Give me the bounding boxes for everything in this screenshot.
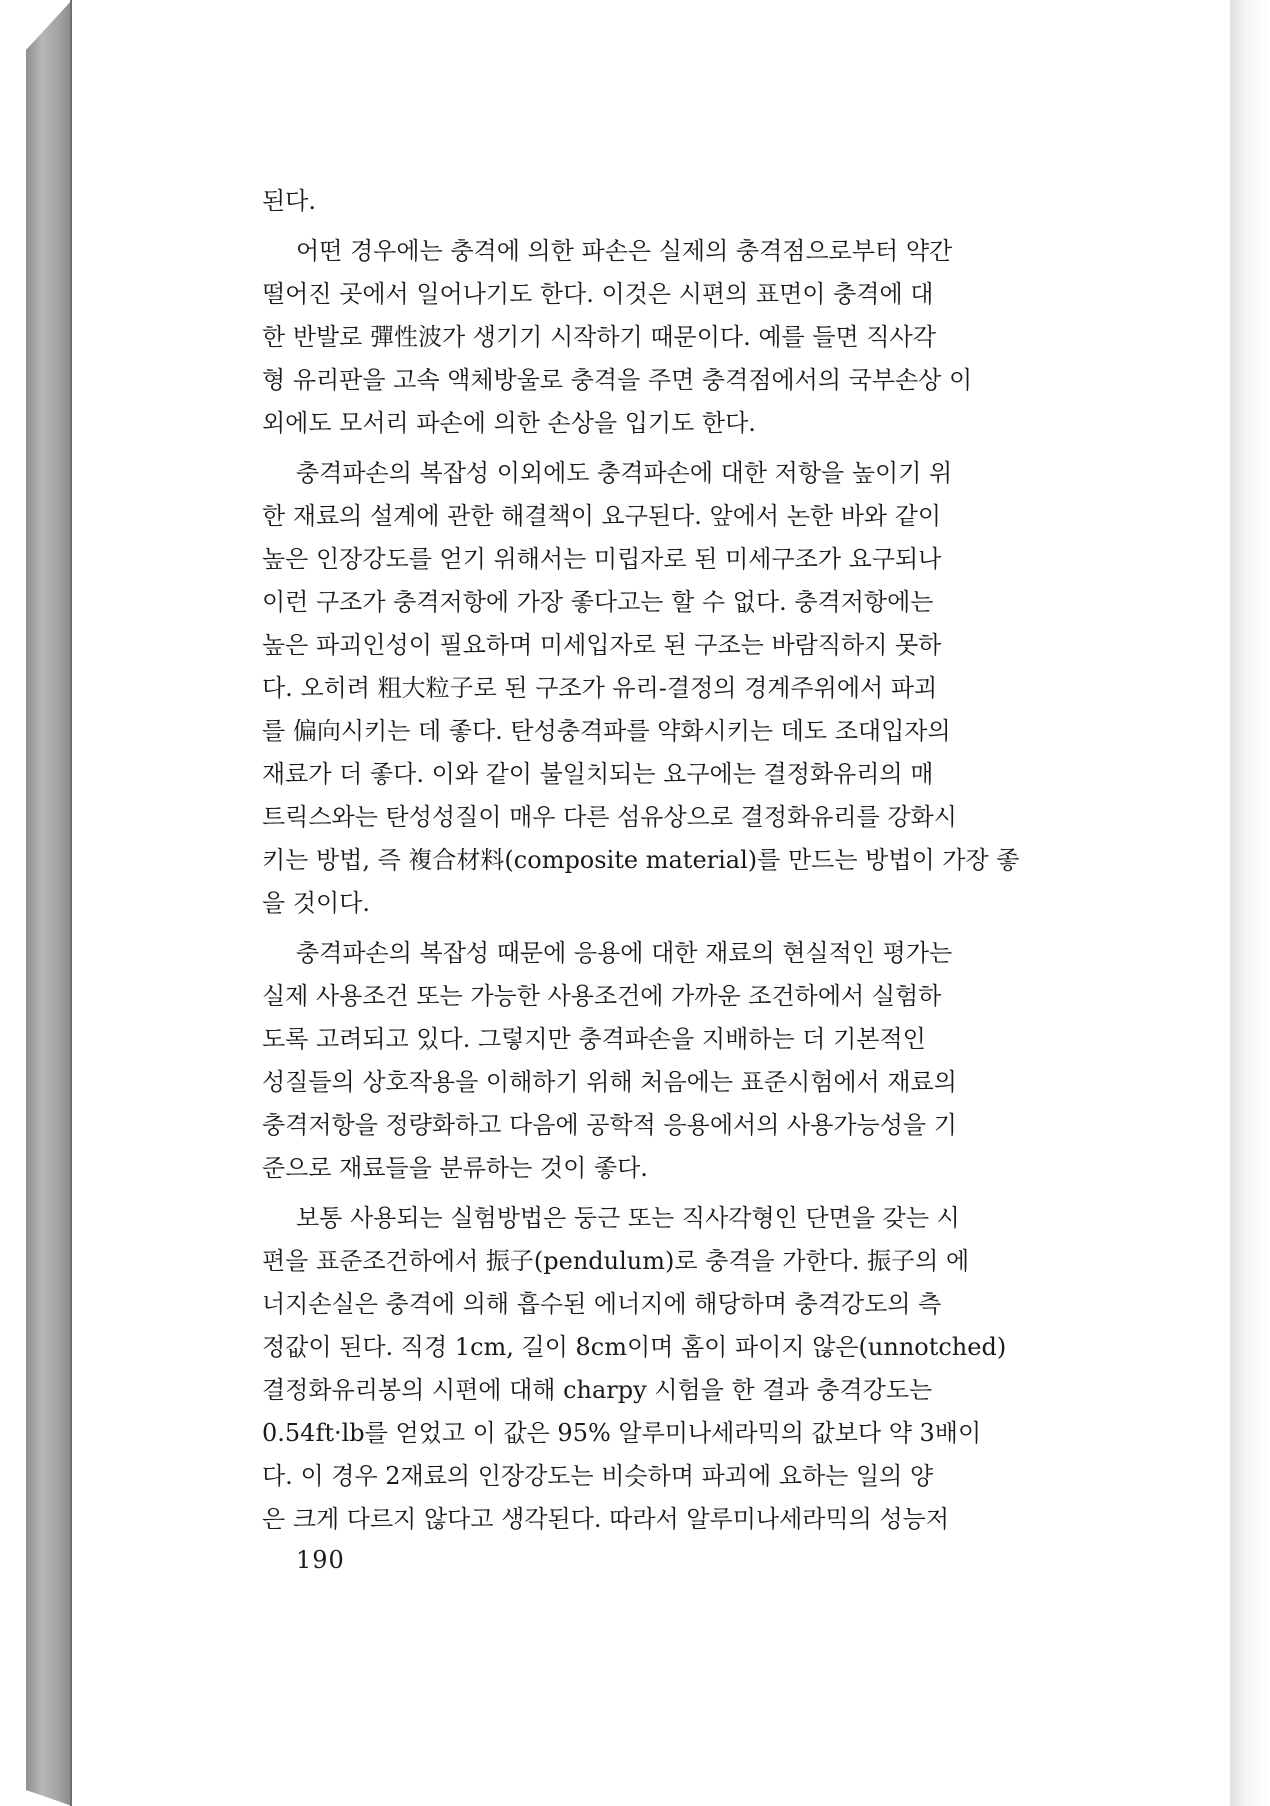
text-line: 키는 방법, 즉 複合材料(composite material)를 만드는 방법이 가장 좋	[262, 846, 1020, 874]
text-line: 정값이 된다. 직경 1cm, 길이 8cm이며 홈이 파이지 않은(unnotched)	[262, 1333, 1007, 1361]
text-line: 다. 오히려 粗大粒子로 된 구조가 유리-결정의 경계주위에서 파괴	[262, 674, 938, 702]
paragraph-5	[262, 1197, 1102, 1541]
page-number: 190	[296, 1546, 345, 1574]
text-line: 재료가 더 좋다. 이와 같이 불일치되는 요구에는 결정화유리의 매	[262, 760, 934, 788]
text-line: 도록 고려되고 있다. 그렇지만 충격파손을 지배하는 더 기본적인	[262, 1025, 926, 1053]
text-line: 성질들의 상호작용을 이해하기 위해 처음에는 표준시험에서 재료의	[262, 1068, 957, 1096]
page-body	[262, 180, 1102, 1541]
text-line: 떨어진 곳에서 일어나기도 한다. 이것은 시편의 표면이 충격에 대	[262, 280, 934, 308]
page-shadow	[1230, 0, 1270, 1806]
text-line: 된다.	[262, 187, 316, 215]
paragraph-1	[262, 180, 1102, 223]
text-line: 실제 사용조건 또는 가능한 사용조건에 가까운 조건하에서 실험하	[262, 982, 942, 1010]
text-line: 결정화유리봉의 시편에 대해 charpy 시험을 한 결과 충격강도는	[262, 1376, 933, 1404]
text-line: 충격파손의 복잡성 때문에 응용에 대한 재료의 현실적인 평가는	[296, 939, 953, 967]
paragraph-2	[262, 230, 1102, 445]
text-line: 어떤 경우에는 충격에 의한 파손은 실제의 충격점으로부터 약간	[296, 237, 953, 265]
paragraph-4	[262, 932, 1102, 1190]
text-line: 트릭스와는 탄성성질이 매우 다른 섬유상으로 결정화유리를 강화시	[262, 803, 957, 831]
text-line: 한 재료의 설계에 관한 해결책이 요구된다. 앞에서 논한 바와 같이	[262, 502, 942, 530]
text-line: 충격파손의 복잡성 이외에도 충격파손에 대한 저항을 높이기 위	[296, 459, 953, 487]
text-line: 너지손실은 충격에 의해 흡수된 에너지에 해당하며 충격강도의 측	[262, 1290, 942, 1318]
text-line: 높은 파괴인성이 필요하며 미세입자로 된 구조는 바람직하지 못하	[262, 631, 942, 659]
text-line: 은 크게 다르지 않다고 생각된다. 따라서 알루미나세라믹의 성능저	[262, 1505, 949, 1533]
text-line: 편을 표준조건하에서 振子(pendulum)로 충격을 가한다. 振子의 에	[262, 1247, 970, 1275]
text-line: 을 것이다.	[262, 889, 370, 917]
book-spine	[26, 0, 72, 1806]
text-line: 높은 인장강도를 얻기 위해서는 미립자로 된 미세구조가 요구되나	[262, 545, 942, 573]
text-line: 한 반발로 彈性波가 생기기 시작하기 때문이다. 예를 들면 직사각	[262, 323, 936, 351]
text-line: 준으로 재료들을 분류하는 것이 좋다.	[262, 1154, 648, 1182]
text-line: 보통 사용되는 실험방법은 둥근 또는 직사각형인 단면을 갖는 시	[296, 1204, 960, 1232]
text-line: 형 유리판을 고속 액체방울로 충격을 주면 충격점에서의 국부손상 이	[262, 366, 973, 394]
text-line: 를 偏向시키는 데 좋다. 탄성충격파를 약화시키는 데도 조대입자의	[262, 717, 951, 745]
text-line: 이런 구조가 충격저항에 가장 좋다고는 할 수 없다. 충격저항에는	[262, 588, 934, 616]
text-line: 다. 이 경우 2재료의 인장강도는 비슷하며 파괴에 요하는 일의 양	[262, 1462, 934, 1490]
text-line: 충격저항을 정량화하고 다음에 공학적 응용에서의 사용가능성을 기	[262, 1111, 957, 1139]
text-line: 0.54ft·lb를 얻었고 이 값은 95% 알루미나세라믹의 값보다 약 3배이	[262, 1419, 982, 1447]
paragraph-3	[262, 452, 1102, 925]
text-line: 외에도 모서리 파손에 의한 손상을 입기도 한다.	[262, 409, 756, 437]
